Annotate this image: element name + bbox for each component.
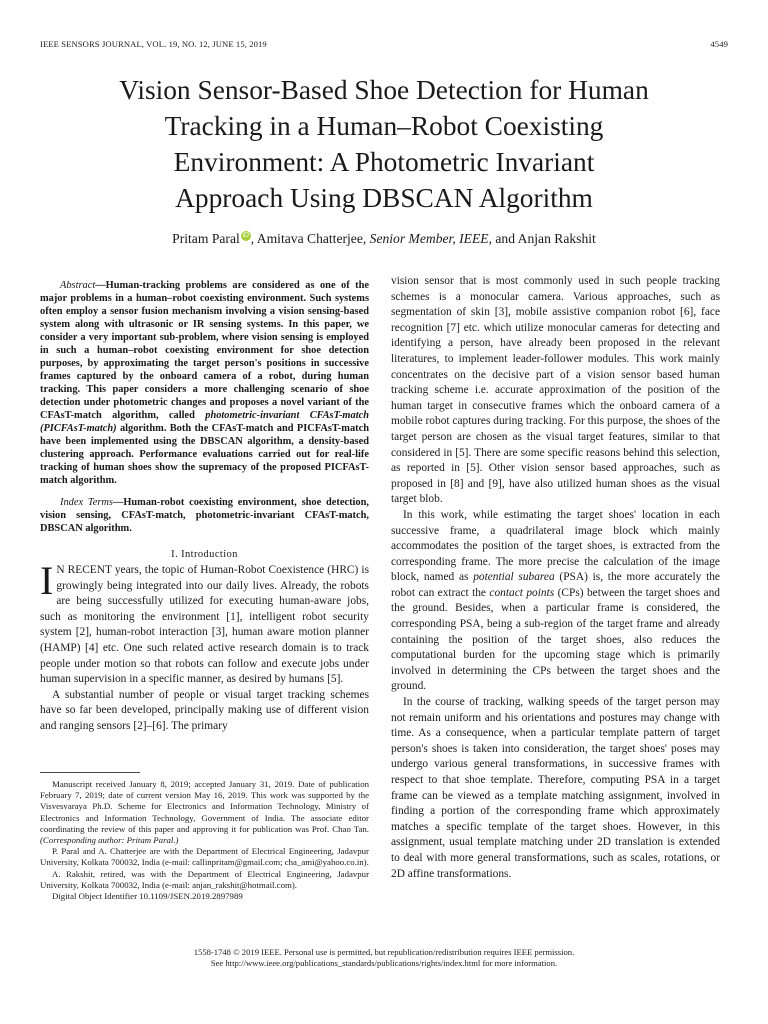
introduction-text: I N RECENT years, the topic of Human-Robot Coexistence (HRC) is growingly being integrated into our daily lives. Already, the robots are being successfully utilized for executing human-aware jobs, such as monitoring the environment [1], intelligent robot security system [2], human-robot interaction [3], human aware motion planner (HAMP) [4] etc. One such related active research domain is to track people under motion so that robots can follow and execute jobs under human supervision in a specific manner, as desired by humans [5]. A substantial number of people or visual target tracking schemes have so far been developed, principally making use of different vision and ranging sensors [2]–[6]. The primary <box>40 558 369 732</box>
page-number: 4549 <box>710 39 728 49</box>
abstract: Abstract—Human-tracking problems are considered as one of the major problems in a human–robot coexisting environment. Such systems often employ a sensor fusion mechanism involving a vision sensing-based system along with ultrasonic or IR sensing systems. In this paper, we consider a very important sub-problem, where vision sensing is employed in such a human–robot coexisting environment for shoe detection purposes, by approximating the target person's positions in successive frames captured by the onboard camera of a robot, during human tracking. This paper considers a more challenging scenario of shoe detection under photometric changes and proposes a novel variant of the CFAsT-match algorithm, called photometric-invariant CFAsT-match (PICFAsT-match) algorithm. Both the CFAsT-match and PICFAsT-match have been implemented using the DBSCAN algorithm, a density-based clustering approach. Performance evaluations carried out for real-life tracking of human shoes show the supremacy of the proposed PICFAsT-match algorithm. Index Terms—Human-robot coexisting environment, shoe detection, vision sensing, CFAsT-match, photometric-invariant CFAsT-match, DBSCAN algorithm. <box>40 280 370 534</box>
abstract-label: Abstract <box>60 280 96 291</box>
index-terms-label: Index Terms <box>60 497 113 508</box>
footnotes: Manuscript received January 8, 2019; accepted January 31, 2019. Date of publication February 7, 2019; date of current version May 16, 2019. This work was supported by the Visvesvaraya Ph.D. Scheme for Electronics and Information Technology, Ministry of Electronics and Information Technology, Government of India. The associate editor coordinating the review of this paper and approving it for publication was Prof. Chao Tan. (Corresponding author: Pritam Paral.) P. Paral and A. Chatterjee are with the Department of Electrical Engineering, Jadavpur University, Kolkata 700032, India (e-mail: callinpritam@gmail.com; cha_ami@yahoo.co.in). A. Rakshit, retired, was with the Department of Electrical Engineering, Jadavpur University, Kolkata 700032, India (e-mail: anjan_rakshit@hotmail.com). Digital Object Identifier 10.1109/JSEN.2019.2897989 <box>40 779 369 902</box>
orcid-icon[interactable]: iD <box>242 232 250 239</box>
author-name: Pritam Paral <box>172 231 240 246</box>
right-column-text: vision sensor that is most commonly used in such people tracking schemes is a monocular camera. Various approaches, such as segmentation of skin [3], mobile assistive companion robot [6], face recognition [7] etc. which utilize monocular cameras for detecting and identifying a person, have already been proposed in the relevant literatures, to implement leader-follower modules. This work mainly concentrates on the decisive part of a vision sensor based human tracking scheme i.e. accurate approximation of the position of the human target in consecutive frames which the onboard camera of a mobile robot captures during tracking. For this purpose, the shoes of the target person are chosen as the visual target features, similar to that considered in [5]. There are some specific reasons behind this selection, as reported in [5]. Other vision sensor based approaches, such as proposed in [8] and [9], have also utilized human shoes as the visual target blob. In this work, while estimating the target shoes' location in each successive frame, a quadrilateral image block which mainly accommodates the position of the target shoes, is extracted from the corresponding frame. The more precise the calculation of the image block, named as potential subarea (PSA) is, the more accurately the robot can extract the contact points (CPs) between the target shoes and the ground. Besides, when a particular frame is considered, the corresponding PSA, being a sub-region of the target frame and already containing the position of the target shoes, also reduces the computational burden for the upcoming stage which is primarily involved in determining the CPs between the target shoes and the ground. In the course of tracking, walking speeds of the target person may not remain uniform and his orientations and postures may change with time. As a consequence, when a particular template pattern of target person's shoes is taken into consideration, the target shoes' poses may undergo various general transformations, in successive frames with respect to that shoe template. Therefore, computing PSA in a target frame can be viewed as a template matching assignment, involved in finding a portion of the corresponding frame which approximately matches a specific template of the target shoes. However, in this assignment, usual template matching under 2D translation is extended to deal with more general transformations, such as scales, rotations, or 2D affine transformations. <box>391 275 720 880</box>
doi: Digital Object Identifier 10.1109/JSEN.2019.2897989 <box>52 891 243 902</box>
journal-header: IEEE SENSORS JOURNAL, VOL. 19, NO. 12, JUNE 15, 2019 <box>40 39 267 49</box>
permissions-link[interactable]: See http://www.ieee.org/publications_standards/publications/rights/index.html for more information. <box>210 958 558 968</box>
paper-title <box>40 72 728 216</box>
title-line: Environment: A Photometric Invariant <box>173 147 595 177</box>
title-line: Tracking in a Human–Robot Coexisting <box>164 111 604 141</box>
index-terms: Index Terms—Human-robot coexisting environment, shoe detection, vision sensing, CFAsT-match, photometric-invariant CFAsT-match, DBSCAN algorithm. <box>40 497 370 534</box>
title-line: Vision Sensor-Based Shoe Detection for Human <box>119 75 649 105</box>
author-list: Pritam Paral iD , Amitava Chatterjee, Senior Member, IEEE, and Anjan Rakshit <box>172 231 596 246</box>
title-line: Approach Using DBSCAN Algorithm <box>175 183 593 213</box>
drop-cap: I <box>40 558 54 603</box>
footnote-rule <box>40 772 140 773</box>
section-heading: I. Introduction <box>171 549 238 560</box>
copyright-notice: 1558-1748 © 2019 IEEE. Personal use is permitted, but republication/redistribution requires IEEE permission. See http://www.ieee.org/publications_standards/publications/rights/index.html for more information. <box>40 947 728 969</box>
author-membership: Senior Member, IEEE <box>369 231 489 246</box>
